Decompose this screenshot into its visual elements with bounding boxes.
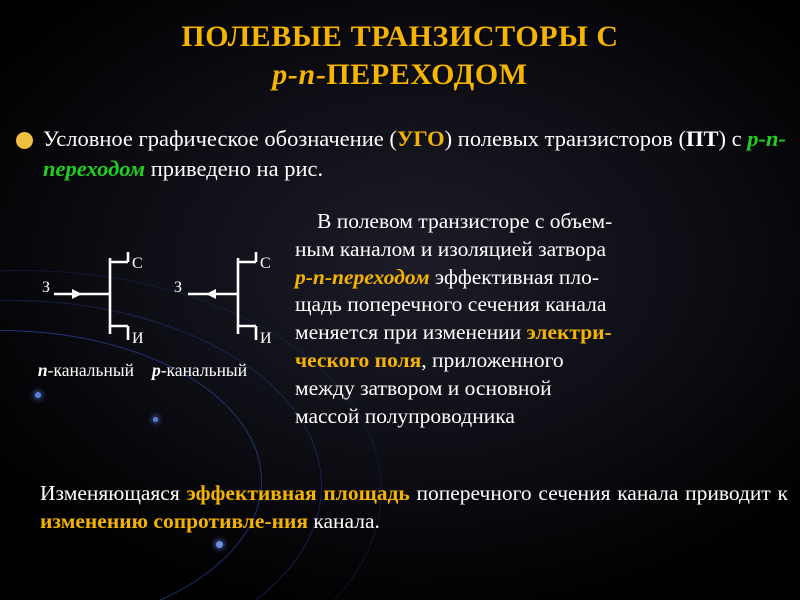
right-line-3-rest: эффективная пло-: [429, 264, 599, 289]
right-term-electro-2: ческого поля: [295, 348, 422, 373]
slide-title: [0, 18, 800, 95]
symbol-left-source-label: И: [132, 330, 144, 347]
caption-p-channel: [152, 360, 247, 381]
bullet-text-part-2: ) полевых транзисторов (: [444, 126, 686, 151]
gate-arrow-n: [72, 289, 82, 299]
caption-p-letter: p: [151, 360, 161, 380]
symbol-left-drain-label: С: [132, 255, 143, 272]
bullet-text-part-4: приведено на рис.: [145, 155, 324, 181]
bottom-part-2: поперечного: [409, 481, 532, 505]
right-line-6: [295, 347, 787, 375]
right-line-5: [295, 319, 787, 347]
decorative-dot-3: [216, 541, 223, 548]
right-line-8: массой полупроводника: [295, 403, 515, 428]
right-line-1: В полевом транзисторе с объем-: [317, 209, 613, 233]
bullet-paragraph: [14, 124, 786, 184]
symbol-right-source-label: И: [260, 330, 272, 347]
bottom-term-area: эффективная площадь: [186, 481, 410, 505]
right-line-7: между затвором и основной: [295, 375, 552, 400]
bottom-part-1: Изменяющаяся: [40, 481, 187, 505]
title-line-1: ПОЛЕВЫЕ ТРАНЗИСТОРЫ С: [181, 20, 619, 53]
figure-captions: [0, 360, 285, 381]
bottom-paragraph: [40, 480, 788, 536]
bullet-text: [43, 124, 786, 184]
title-pn-italic: p-n: [272, 58, 316, 92]
right-line-4: щадь поперечного сечения канала: [295, 292, 607, 317]
bullet-text-part-3: ) с: [718, 126, 748, 151]
right-line-6-rest: , приложенного: [421, 348, 564, 373]
bottom-term-resistance-1: изменению сопротивле-: [40, 508, 272, 533]
right-term-electro-1: электри-: [526, 320, 612, 345]
right-line-5-text: меняется при изменении: [295, 320, 527, 345]
bullet-term-ugo: УГО: [396, 126, 445, 151]
bullet-text-part-1: Условное графическое обозначение (: [43, 126, 397, 151]
caption-n-letter: n: [37, 360, 48, 380]
bullet-term-pt: ПТ: [685, 126, 719, 151]
right-line-3: [295, 264, 787, 292]
right-paragraph: [295, 208, 787, 431]
bottom-term-resistance-2: ния: [271, 508, 308, 533]
caption-n-channel: [38, 360, 134, 381]
bullet-term-pn: p-n-переходом: [43, 126, 786, 181]
gate-arrow-p: [206, 289, 216, 299]
caption-n-rest: -канальный: [47, 360, 134, 380]
title-line-2: [0, 56, 800, 94]
title-line-2-rest: -ПЕРЕХОДОМ: [315, 58, 528, 92]
symbol-left-gate-label: З: [42, 279, 51, 296]
bottom-part-3: сечения канала приводит к: [538, 481, 789, 505]
decorative-dot-1: [35, 392, 41, 398]
symbol-right-gate-label: З: [174, 279, 183, 296]
symbol-right-drain-label: С: [260, 255, 271, 272]
right-line-2: ным каналом и изоляцией затвора: [295, 236, 607, 261]
right-term-pn: p-n-переходом: [295, 264, 430, 289]
bottom-part-4: канала.: [308, 508, 380, 533]
decorative-dot-2: [153, 417, 158, 422]
caption-p-rest: -канальный: [160, 360, 248, 380]
bullet-dot-icon: [16, 132, 33, 149]
